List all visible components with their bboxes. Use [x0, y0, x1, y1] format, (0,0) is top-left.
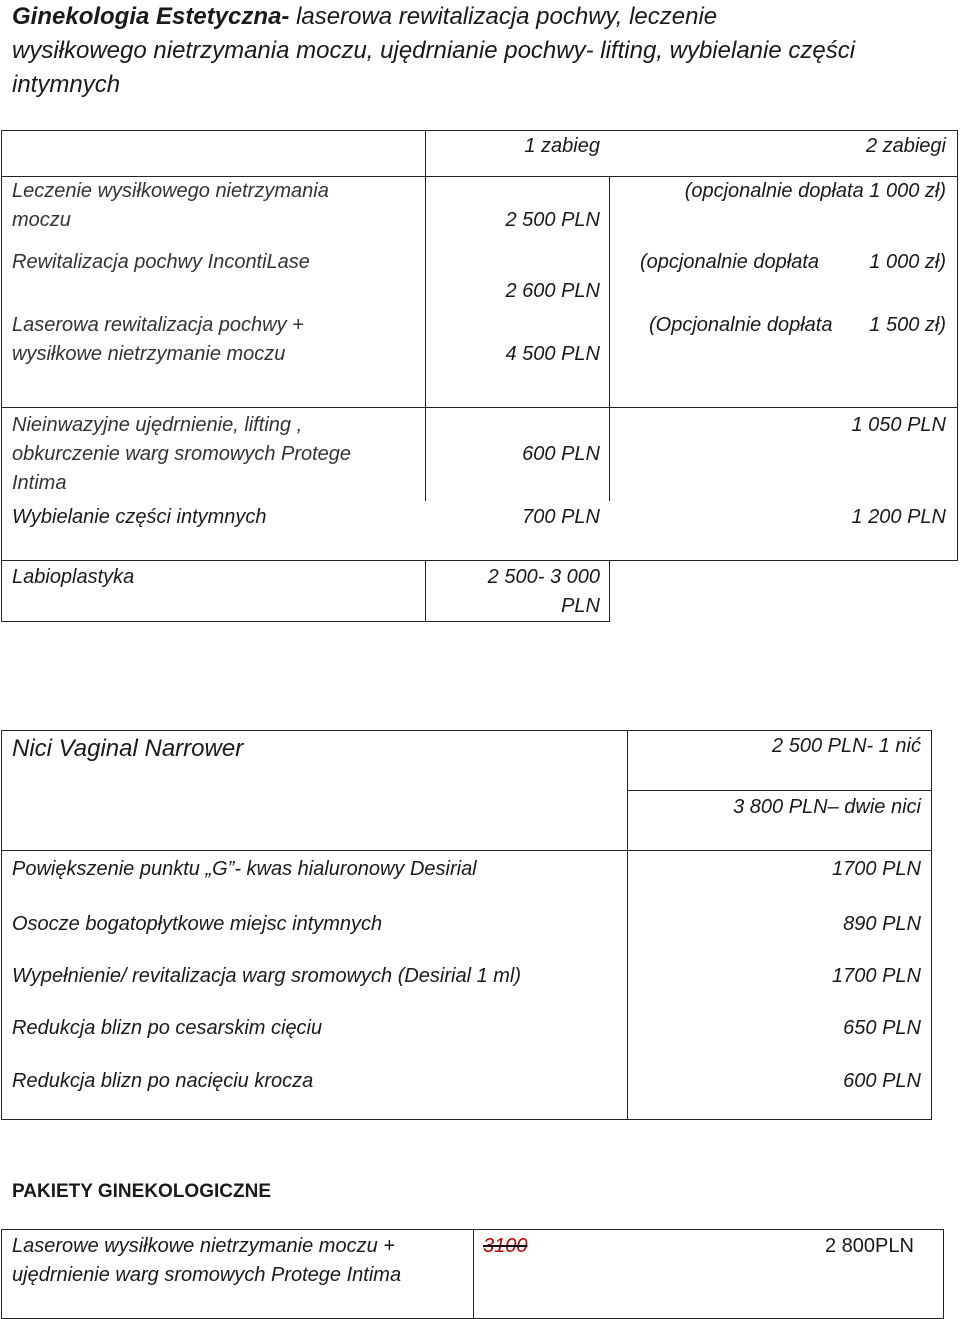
row-price: 700 PLN [522, 506, 600, 528]
table4-inner-line [627, 790, 932, 791]
package-price: 2 800PLN [825, 1235, 914, 1257]
title-line2: wysiłkowego nietrzymania moczu, ujędrnianie pochwy- lifting, wybielanie części [12, 37, 856, 64]
row-extra: (opcjonalnie dopłata [640, 251, 820, 273]
row-name: Redukcja blizn po nacięciu krocza [12, 1070, 314, 1092]
row-price: 2 600 PLN [505, 280, 600, 302]
row-name: obkurczenie warg sromowych Protege [12, 443, 352, 465]
row-price: 1700 PLN [832, 965, 921, 987]
package-name: ujędrnienie warg sromowych Protege Intima [12, 1264, 402, 1286]
row-name: Wypełnienie/ revitalizacja warg sromowych (Desirial 1 ml) [12, 965, 522, 987]
title-line3: intymnych [12, 71, 121, 98]
row-extra-amount: 1 500 zł) [869, 314, 946, 336]
row-price-2: 1 050 PLN [851, 414, 946, 436]
header-1-treatment: 1 zabieg [524, 135, 600, 157]
row-name: Laserowa rewitalizacja pochwy + [12, 314, 304, 336]
threads-title: Nici Vaginal Narrower [12, 735, 244, 762]
row-name: Wybielanie części intymnych [12, 506, 267, 528]
row-extra: (Opcjonalnie dopłata [649, 314, 833, 336]
packages-divider [473, 1229, 474, 1319]
package-name: Laserowe wysiłkowe nietrzymanie moczu + [12, 1235, 395, 1257]
row-name: Powiększenie punktu „G”- kwas hialuronowy Desirial [12, 858, 477, 880]
title-line1: laserowa rewitalizacja pochwy, leczenie [289, 3, 718, 30]
row-name: Labioplastyka [12, 566, 135, 588]
row-price: 1700 PLN [832, 858, 921, 880]
row-name: wysiłkowe nietrzymanie moczu [12, 343, 286, 365]
row-price: 2 500- 3 000 [487, 566, 600, 588]
row-name: Osocze bogatopłytkowe miejsc intymnych [12, 913, 383, 935]
row-price: 890 PLN [843, 913, 921, 935]
row-name: Leczenie wysiłkowego nietrzymania [12, 180, 329, 202]
row-price: 4 500 PLN [505, 343, 600, 365]
row-name: moczu [12, 209, 71, 231]
row-name: Redukcja blizn po cesarskim cięciu [12, 1017, 323, 1039]
row-price: 600 PLN [522, 443, 600, 465]
row-price: 650 PLN [843, 1017, 921, 1039]
threads-price-one: 2 500 PLN- 1 nić [772, 735, 921, 757]
row-price: 600 PLN [843, 1070, 921, 1092]
row-price: 2 500 PLN [505, 209, 600, 231]
page-title [12, 0, 952, 102]
row-name: Nieinwazyjne ujędrnienie, lifting , [12, 414, 303, 436]
threads-price-two: 3 800 PLN– dwie nici [733, 796, 921, 818]
row-price-2: 1 200 PLN [851, 506, 946, 528]
row-extra: (opcjonalnie dopłata 1 000 zł) [684, 180, 946, 202]
title-bold: Ginekologia Estetyczna- [12, 3, 290, 30]
row-extra-amount: 1 000 zł) [869, 251, 946, 273]
packages-heading: PAKIETY GINEKOLOGICZNE [12, 1181, 271, 1202]
row-price: PLN [561, 595, 600, 617]
row-name: Intima [12, 472, 67, 494]
table1-divider-b [609, 176, 610, 408]
row-name: Rewitalizacja pochwy IncontiLase [12, 251, 310, 273]
header-2-treatments: 2 zabiegi [865, 135, 946, 157]
table4-row-line [1, 850, 932, 851]
package-old-price: 3100 [483, 1235, 528, 1257]
